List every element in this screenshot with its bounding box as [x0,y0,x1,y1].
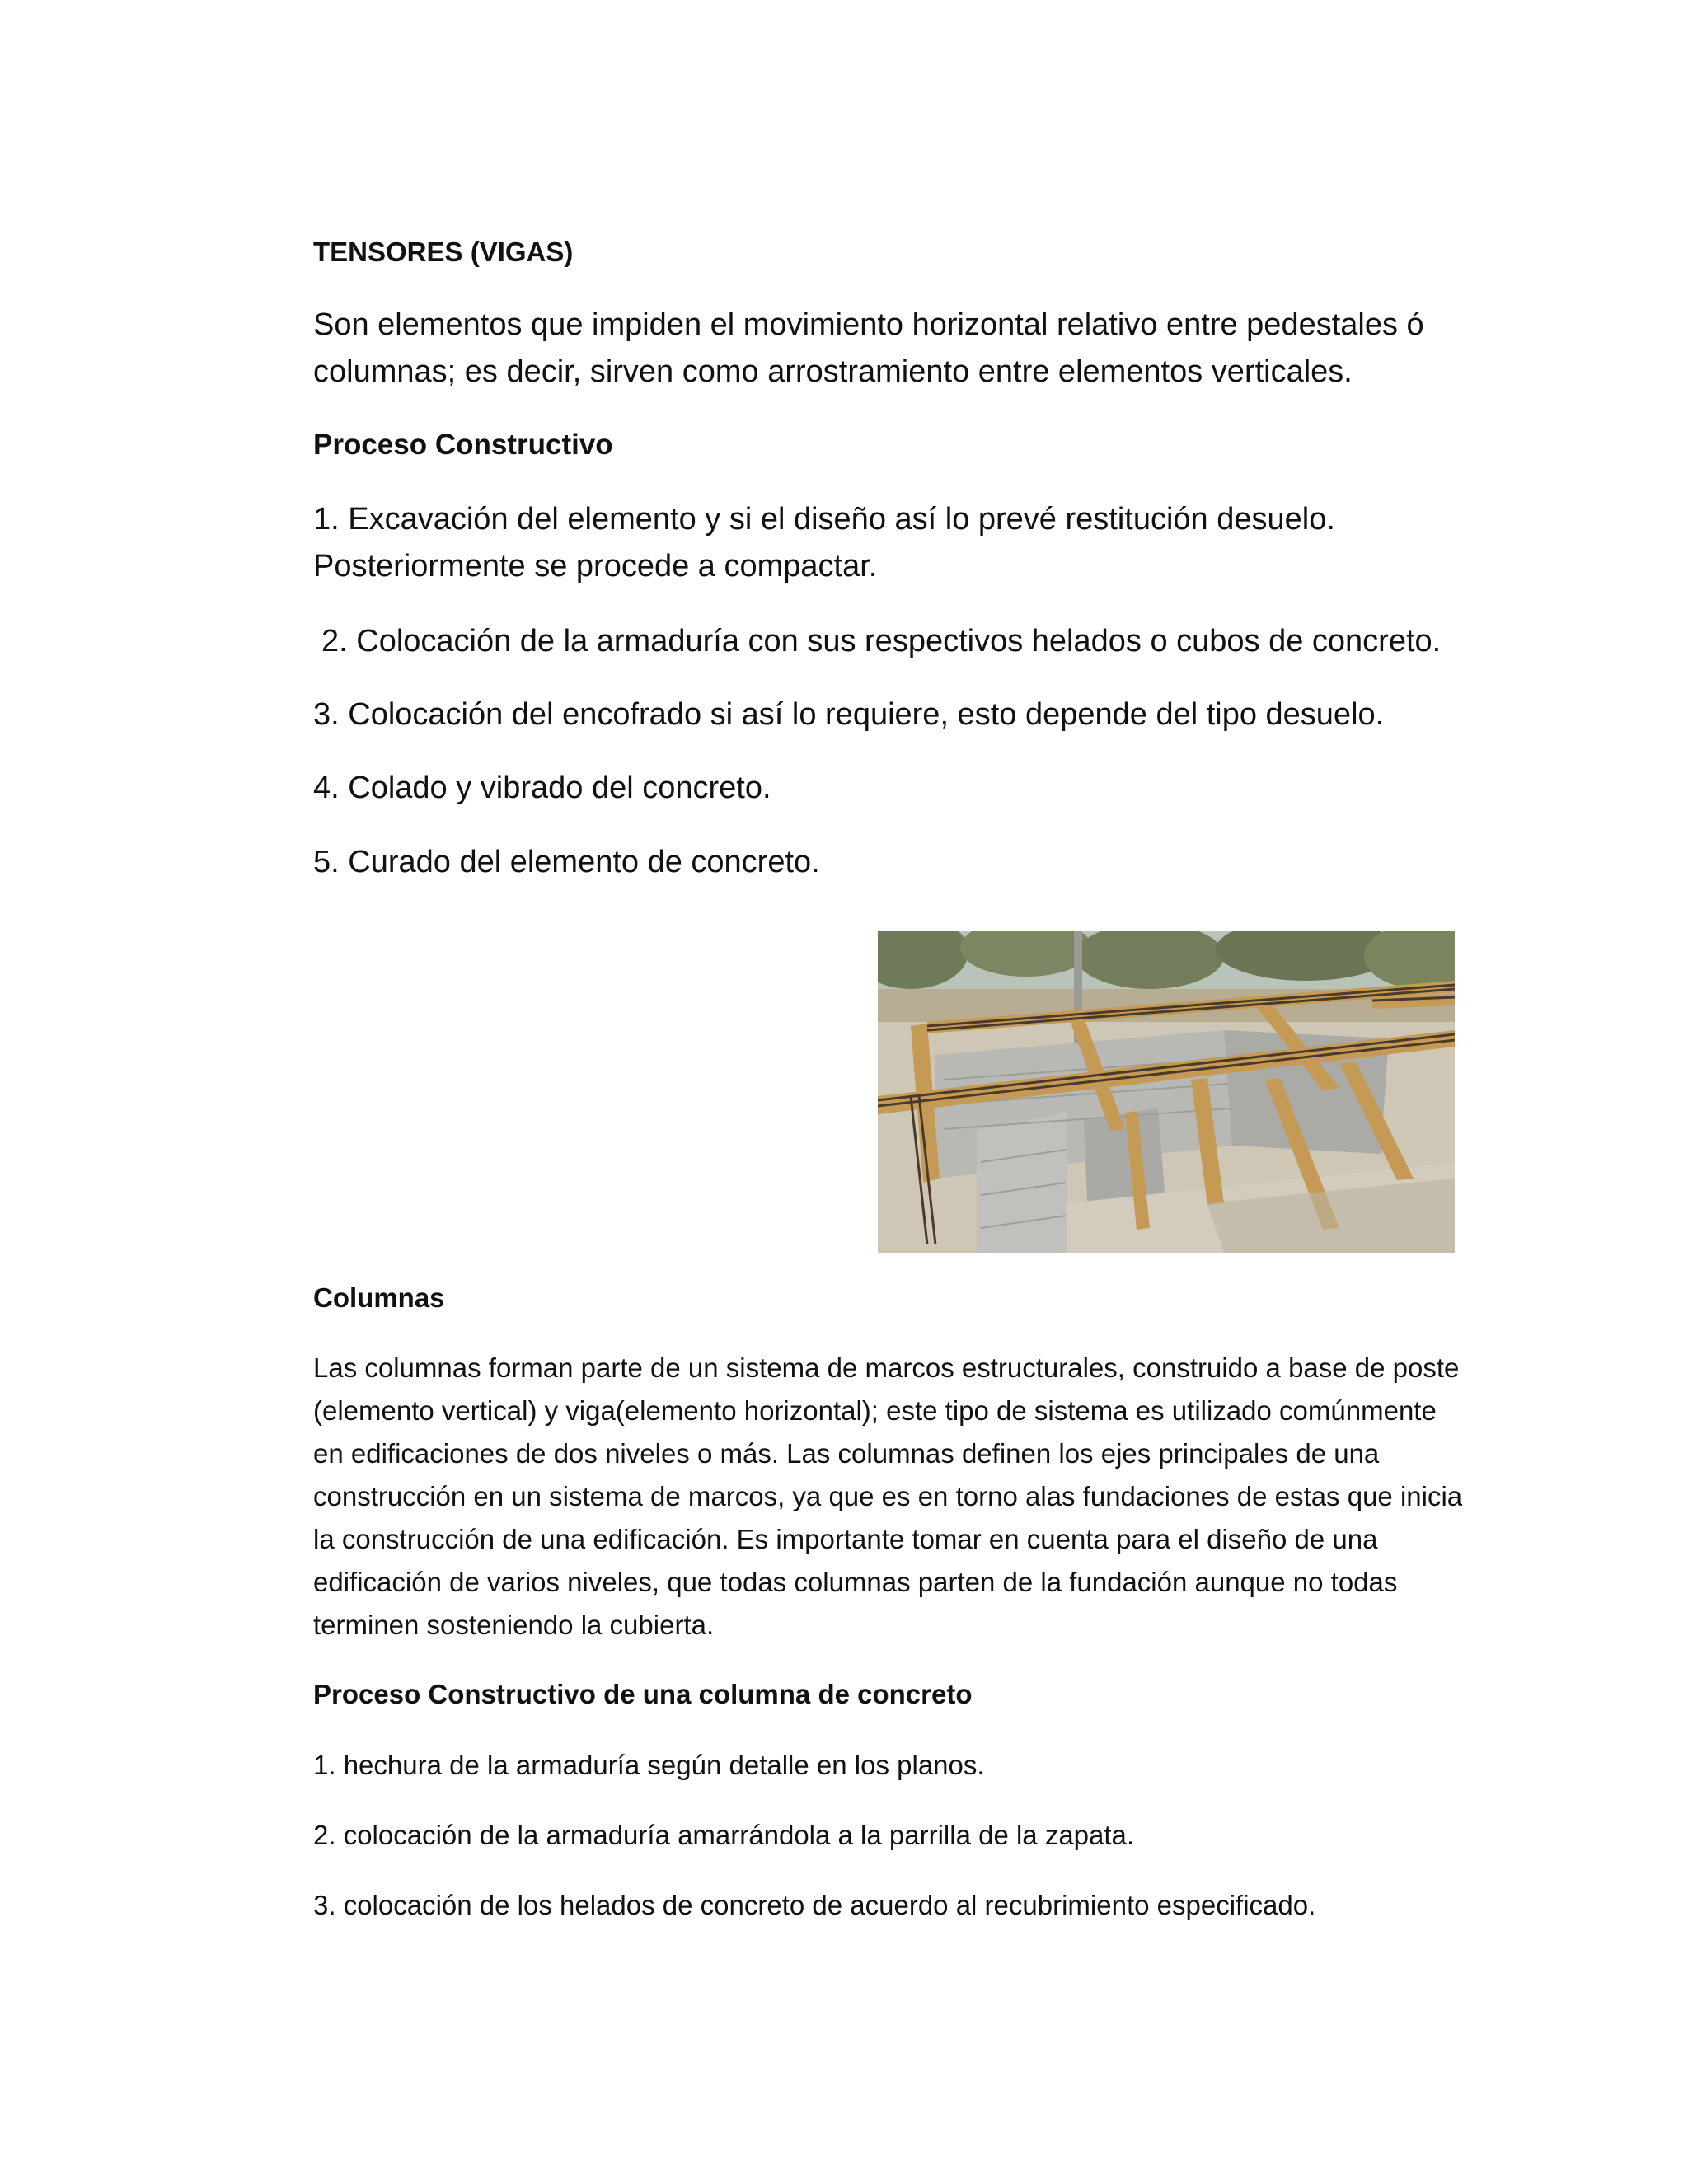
tensores-step-1: 1. Excavación del elemento y si el diseño así lo prevé restitución desuelo. Posteriormente se procede a compactar. [313,502,1335,583]
process-title-columnas: Proceso Constructivo de una columna de concreto [313,1679,973,1709]
section-title-tensores: TENSORES (VIGAS) [313,237,574,267]
tensores-step-3: 3. Colocación del encofrado si así lo requiere, esto depende del tipo desuelo. [313,697,1385,732]
columnas-step-1: 1. hechura de la armaduría según detalle en los planos. [313,1750,985,1780]
construction-photo [878,931,1455,1253]
tensores-step-5: 5. Curado del elemento de concreto. [313,845,820,879]
tensores-step-2: 2. Colocación de la armaduría con sus respectivos helados o cubos de concreto. [321,624,1442,658]
columnas-step-3: 3. colocación de los helados de concreto de acuerdo al recubrimiento especificado. [313,1890,1316,1920]
columnas-step-2: 2. colocación de la armaduría amarrándola a la parrilla de la zapata. [313,1820,1135,1850]
construction-photo-illustration [878,931,1455,1253]
tensores-step-4: 4. Colado y vibrado del concreto. [313,771,771,805]
process-title-tensores: Proceso Constructivo [313,429,613,461]
columnas-intro-paragraph: Las columnas forman parte de un sistema de marcos estructurales, construido a base de poste (elemento vertical) y viga(elemento horizontal); este tipo de sistema es utilizado comúnmente en edificaciones de dos niveles o más. Las columnas definen los ejes principales de una construcción en un sistema de marcos, ya que es en torno alas fundaciones de estas que inicia la construcción de una edificación. Es importante tomar en cuenta para el diseño de una edificación de varios niveles, que todas columnas parten de la fundación aunque no todas terminen sosteniendo la cubierta. [313,1352,1463,1640]
section-title-columnas: Columnas [313,1282,445,1313]
tensores-intro-paragraph: Son elementos que impiden el movimiento horizontal relativo entre pedestales ó columnas; es decir, sirven como arrostramiento entre elementos verticales. [313,307,1424,389]
